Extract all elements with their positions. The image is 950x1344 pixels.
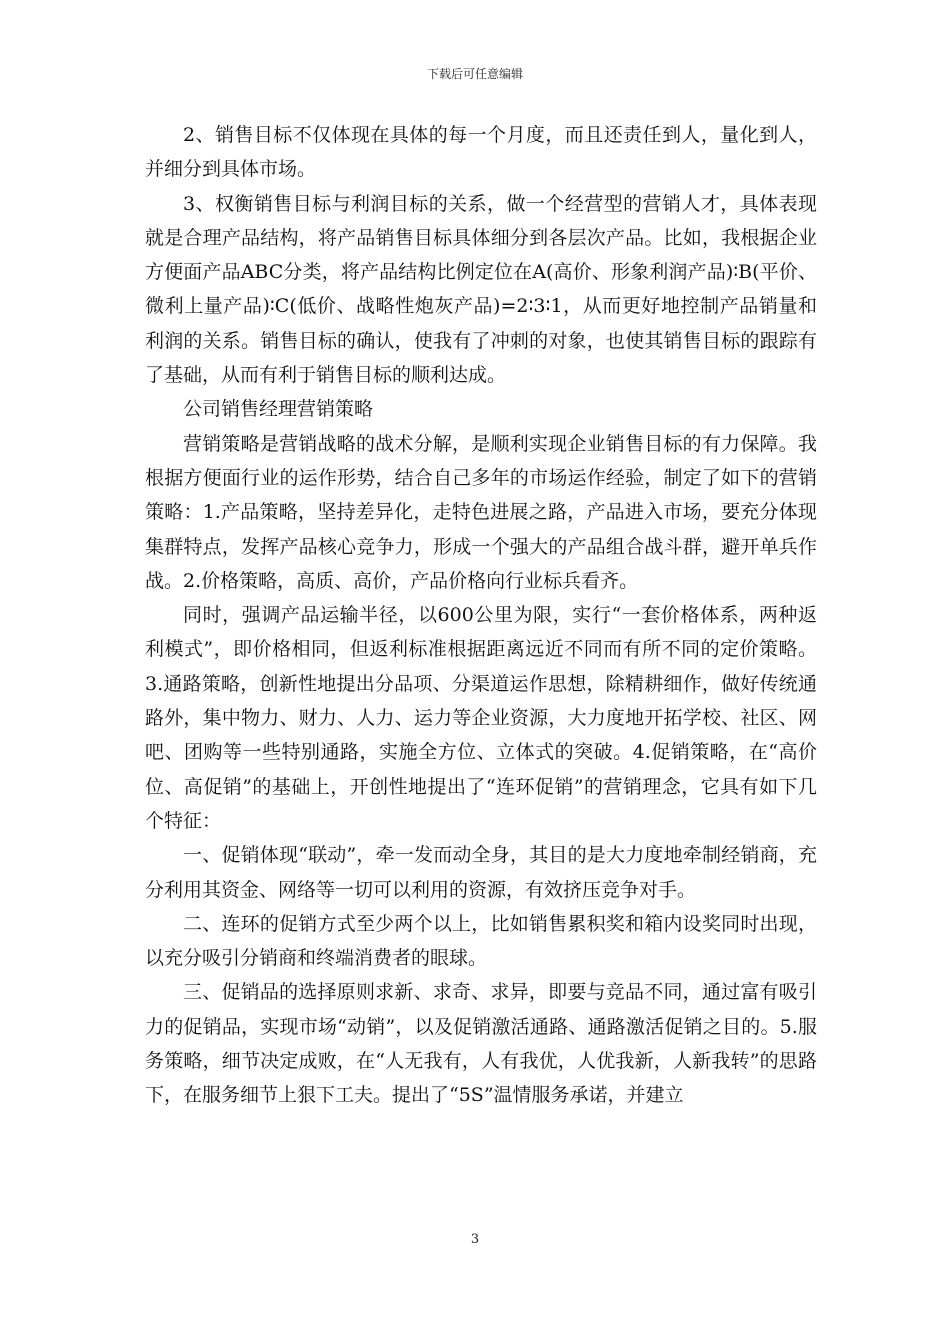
paragraph-pricing-channel-promotion: 同时，强调产品运输半径，以600公里为限，实行“一套价格体系，两种返利模式”，即价格相同，但返利标准根据距离远近不同而有所不同的定价策略。3.通路策略，创新性地提出分品项、分渠道运作思想，除精耕细作，做好传统通路外，集中物力、财力、人力、运力等企业资源，大力度地开拓学校、社区、网吧、团购等一些特别通路，实施全方位、立体式的突破。4.促销策略，在“高价位、高促销”的基础上，开创性地提出了“连环促销”的营销理念，它具有如下几个特征： bbox=[145, 604, 817, 832]
document-body bbox=[145, 118, 817, 1113]
paragraph-marketing-strategy-intro: 营销策略是营销战略的战术分解，是顺利实现企业销售目标的有力保障。我根据方便面行业的运作形势，结合自己多年的市场运作经验，制定了如下的营销策略：1.产品策略，坚持差异化，走特色进展之路，产品进入市场，要充分体现集群特点，发挥产品核心竞争力，形成一个强大的产品组合战斗群，避开单兵作战。2.价格策略，高质、高价，产品价格向行业标兵看齐。 bbox=[145, 432, 817, 592]
page-header: 下载后可任意编辑 bbox=[426, 67, 523, 81]
paragraph-sales-target-2: 2、销售目标不仅体现在具体的每一个月度，而且还责任到人，量化到人，并细分到具体市场。 bbox=[145, 124, 817, 181]
page-number: 3 bbox=[470, 1232, 480, 1247]
paragraph-sales-target-3: 3、权衡销售目标与利润目标的关系，做一个经营型的营销人才，具体表现就是合理产品结构，将产品销售目标具体细分到各层次产品。比如，我根据企业方便面产品ABC分类，将产品结构比例定位在A(高价、形象利润产品)∶B(平价、微利上量产品)∶C(低价、战略性炮灰产品)=2∶3∶1，从而更好地控制产品销量和利润的关系。销售目标的确认，使我有了冲刺的对象，也使其销售目标的跟踪有了基础，从而有利于销售目标的顺利达成。 bbox=[145, 192, 817, 387]
paragraph-promotion-feature-1: 一、促销体现“联动”，牵一发而动全身，其目的是大力度地牵制经销商，充分利用其资金、网络等一切可以利用的资源，有效挤压竞争对手。 bbox=[145, 844, 817, 901]
paragraph-promotion-feature-3: 三、促销品的选择原则求新、求奇、求异，即要与竞品不同，通过富有吸引力的促销品，实现市场“动销”，以及促销激活通路、通路激活促销之目的。5.服务策略，细节决定成败，在“人无我有，人有我优，人优我新，人新我转”的思路下，在服务细节上狠下工夫。提出了“5S”温情服务承诺，并建立 bbox=[145, 981, 817, 1107]
paragraph-promotion-feature-2: 二、连环的促销方式至少两个以上，比如销售累积奖和箱内设奖同时出现，以充分吸引分销商和终端消费者的眼球。 bbox=[145, 912, 817, 970]
section-heading-marketing-strategy: 公司销售经理营销策略 bbox=[183, 398, 374, 421]
